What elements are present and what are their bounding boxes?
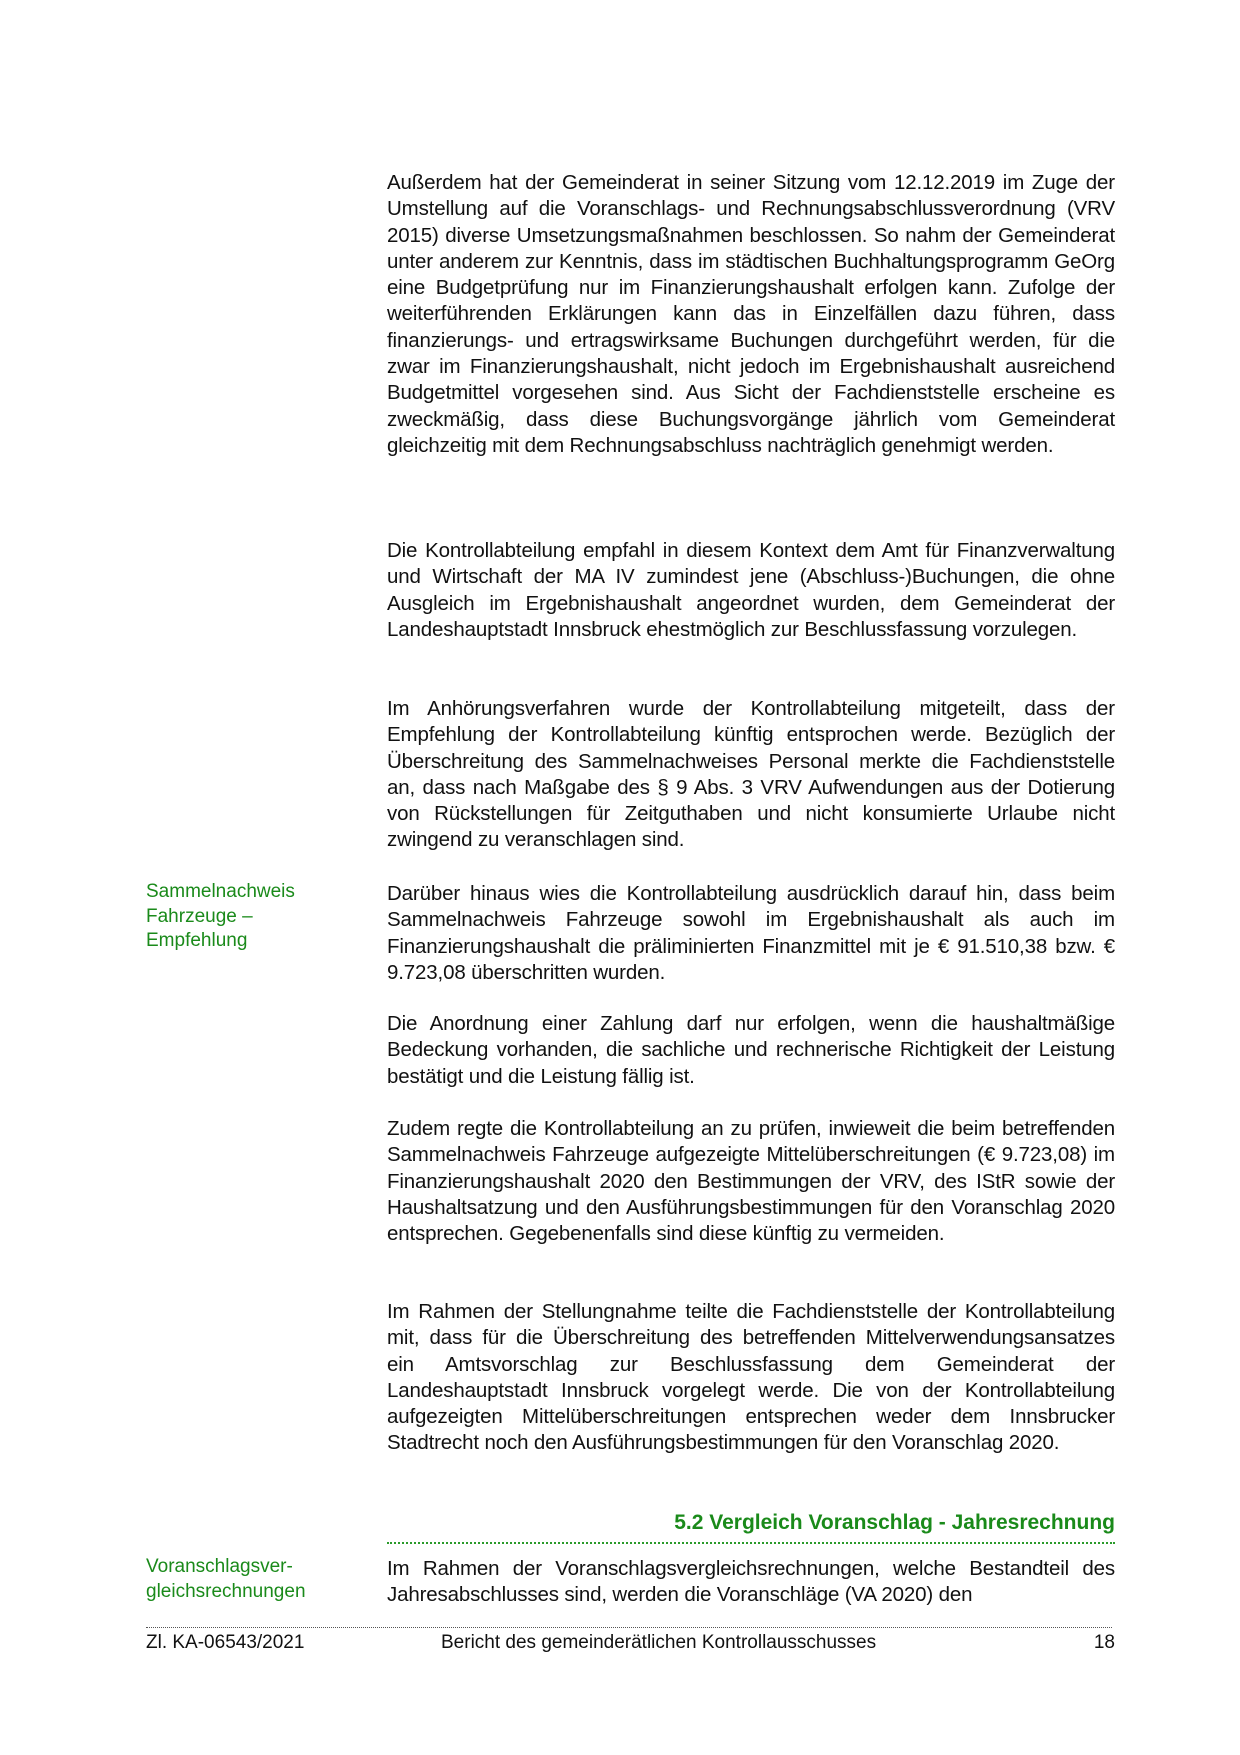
footer-divider [146,1627,1112,1628]
paragraph-gemeinderat-beschluss: Außerdem hat der Gemeinderat in seiner Sitzung vom 12.12.2019 im Zuge der Umstellung auf die Voranschlags- und Rechnungsabschlussverordnung (VRV 2015) diverse Umsetzungsmaßnahmen beschlossen. So nahm der Gemeinderat unter anderem zur Kenntnis, dass im städtischen Buchhaltungsprogramm GeOrg eine Budgetprüfung nur im Finanzierungshaushalt erfolgen kann. Zufolge der weiterführenden Erklärungen kann das in Einzelfällen dazu führen, dass finanzierungs- und ertragswirksame Buchungen durchgeführt werden, für die zwar im Finanzierungshaushalt, nicht jedoch im Ergebnishaushalt ausreichend Budgetmittel vorgesehen sind. Aus Sicht der Fachdienststelle erscheine es zweckmäßig, dass diese Buchungsvorgänge jährlich vom Gemeinderat gleichzeitig mit dem Rechnungsabschluss nachträglich genehmigt werden. [387,171,1115,457]
paragraph-voranschlagsvergleich: Im Rahmen der Voranschlagsvergleichsrechnungen, welche Bestandteil des Jahresabschlusses sind, werden die Voranschläge (VA 2020) den [387,1557,1115,1607]
paragraph-anhoerungsverfahren: Im Anhörungsverfahren wurde der Kontrollabteilung mitgeteilt, dass der Empfehlung der Kontrollabteilung künftig entsprochen werde. Bezüglich der Überschreitung des Sammelnachweises Personal merkte die Fachdienststelle an, dass nach Maßgabe des § 9 Abs. 3 VRV Aufwendungen aus der Dotierung von Rückstellungen für Zeitguthaben und nicht konsumierte Urlaube nicht zwingend zu veranschlagen sind. [387,697,1115,852]
paragraph-anordnung-zahlung: Die Anordnung einer Zahlung darf nur erfolgen, wenn die haushaltmäßige Bedeckung vorhanden, die sachliche und rechnerische Richtigkeit der Leistung bestätigt und die Leistung fällig ist. [387,1012,1115,1088]
section-heading-divider [387,1542,1115,1544]
paragraph-stellungnahme: Im Rahmen der Stellungnahme teilte die Fachdienststelle der Kontrollabteilung mit, dass für die Überschreitung des betreffenden Mittelverwendungsansatzes ein Amtsvorschlag zur Beschlussfassung dem Gemeinderat der Landeshauptstadt Innsbruck vorgelegt werde. Die von der Kontrollabteilung aufgezeigten Mittelüberschreitungen entsprechen weder dem Innsbrucker Stadtrecht noch den Ausführungsbestimmungen für den Voranschlag 2020. [387,1300,1115,1455]
paragraph-ueberschreitung-fahrzeuge: Darüber hinaus wies die Kontrollabteilung ausdrücklich darauf hin, dass beim Sammelnachweis Fahrzeuge sowohl im Ergebnishaushalt als auch im Finanzierungshaushalt die präliminierten Finanzmittel mit je € 91.510,38 bzw. € 9.723,08 überschritten wurden. [387,882,1115,984]
page-number: 18 [1093,1632,1115,1653]
section-heading: 5.2 Vergleich Voranschlag - Jahresrechnung [674,1511,1115,1534]
paragraph-empfehlung-kontext: Die Kontrollabteilung empfahl in diesem Kontext dem Amt für Finanzverwaltung und Wirtschaft der MA IV zumindest jene (Abschluss-)Buchungen, die ohne Ausgleich im Ergebnishaushalt angeordnet wurden, dem Gemeinderat der Landeshauptstadt Innsbruck ehestmöglich zur Beschlussfassung vorzulegen. [387,539,1115,641]
footer-title: Bericht des gemeinderätlichen Kontrollausschusses [441,1632,877,1653]
margin-note-text: Sammelnachweis Fahrzeuge – Empfehlung [146,881,295,951]
footer-reference: Zl. KA-06543/2021 [146,1632,305,1653]
paragraph-pruefung-mittelueberschreitung: Zudem regte die Kontrollabteilung an zu prüfen, inwieweit die beim betreffenden Sammelnachweis Fahrzeuge aufgezeigte Mittelüberschreitungen (€ 9.723,08) im Finanzierungshaushalt 2020 den Bestimmungen der VRV, des IStR sowie der Haushaltsatzung und den Ausführungsbestimmungen für den Voranschlag 2020 entsprechen. Gegebenenfalls sind diese künftig zu vermeiden. [387,1117,1115,1246]
margin-note-sammelnachweis-fahrzeuge [146,880,346,954]
margin-note-text: Voranschlagsvergleichsrechnungen [146,1556,306,1602]
margin-note-voranschlagsvergleich [146,1555,336,1604]
